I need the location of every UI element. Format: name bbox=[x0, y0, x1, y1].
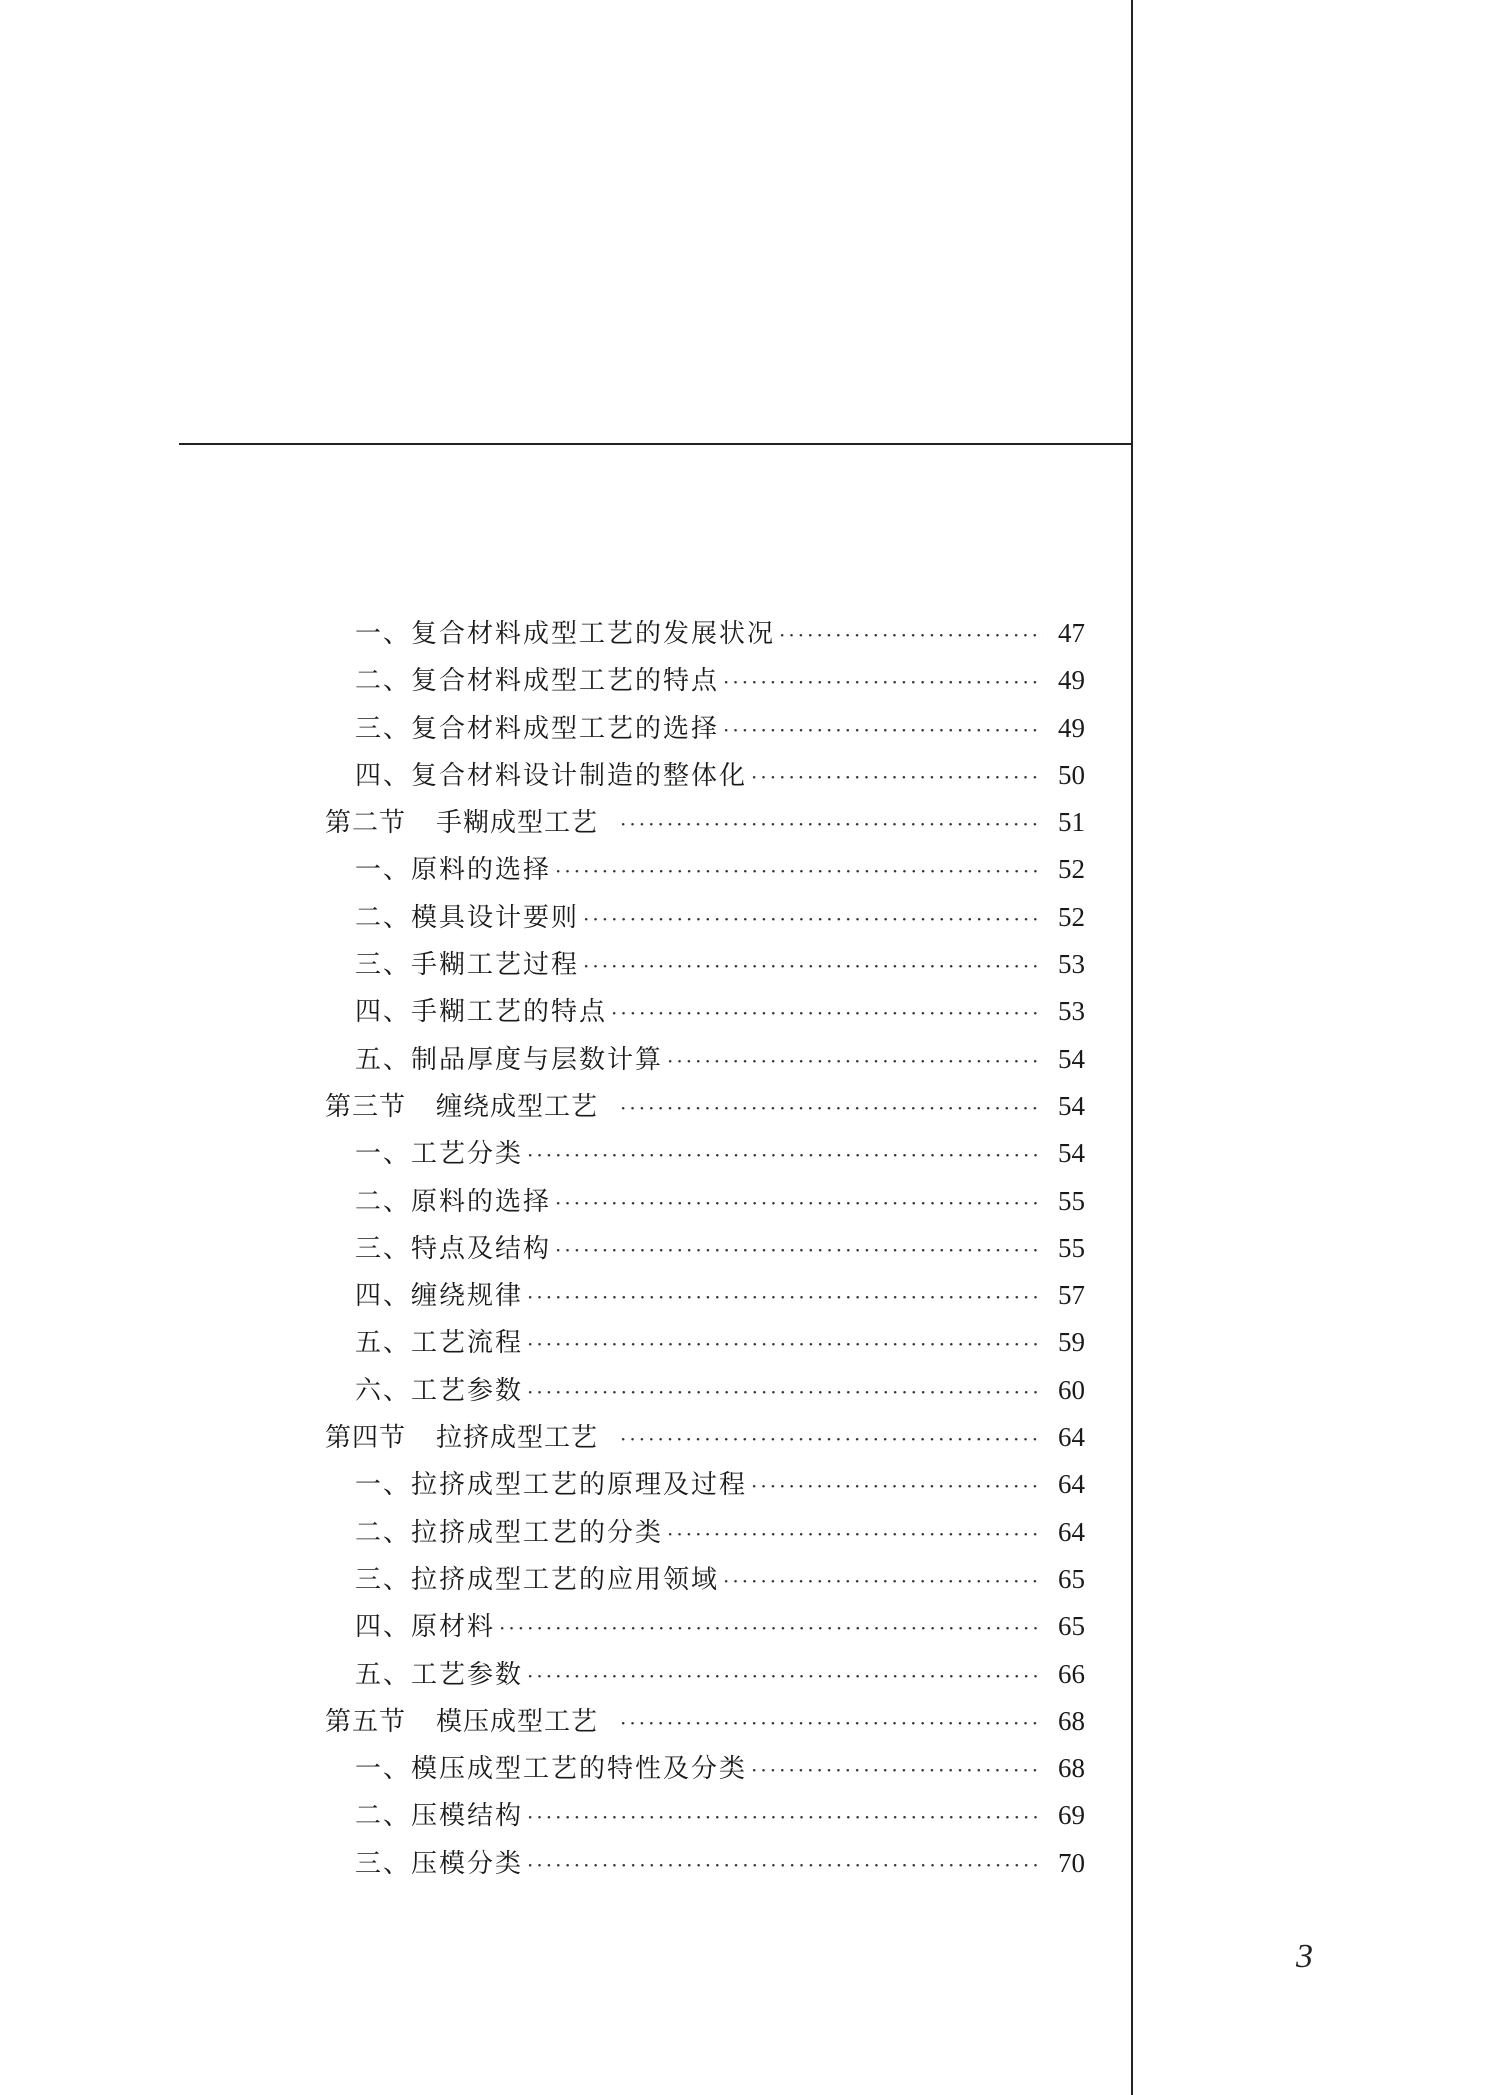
dot-leader bbox=[616, 1700, 1043, 1747]
table-of-contents bbox=[325, 610, 1085, 1887]
toc-page-number: 68 bbox=[1058, 1705, 1085, 1736]
dot-leader bbox=[747, 754, 1043, 801]
toc-item-label: 一、模压成型工艺的特性及分类 bbox=[355, 1754, 748, 1785]
toc-section-entry bbox=[325, 1414, 1085, 1461]
toc-item-label: 二、拉挤成型工艺的分类 bbox=[355, 1517, 664, 1548]
toc-section-number: 第五节 bbox=[325, 1706, 407, 1737]
toc-item-entry bbox=[325, 657, 1085, 704]
toc-page-number: 54 bbox=[1058, 1043, 1085, 1074]
toc-section-title: 拉挤成型工艺 bbox=[436, 1423, 599, 1454]
toc-item-entry bbox=[325, 1130, 1085, 1177]
toc-item-entry bbox=[325, 1319, 1085, 1366]
toc-section-title: 缠绕成型工艺 bbox=[436, 1091, 599, 1122]
dot-leader bbox=[523, 1369, 1043, 1416]
toc-page-number: 55 bbox=[1058, 1232, 1085, 1263]
toc-page-number: 68 bbox=[1058, 1753, 1085, 1784]
toc-item-label: 二、原料的选择 bbox=[355, 1186, 552, 1217]
dot-leader bbox=[495, 1605, 1043, 1652]
dot-leader bbox=[523, 1794, 1043, 1841]
toc-item-entry bbox=[325, 1509, 1085, 1556]
toc-page-number: 65 bbox=[1058, 1563, 1085, 1594]
toc-item-label: 六、工艺参数 bbox=[355, 1375, 524, 1406]
dot-leader bbox=[719, 659, 1043, 706]
dot-leader bbox=[663, 1511, 1043, 1558]
dot-leader bbox=[551, 1227, 1043, 1274]
toc-item-entry bbox=[325, 705, 1085, 752]
toc-section-entry bbox=[325, 799, 1085, 846]
toc-section-entry bbox=[325, 1698, 1085, 1745]
toc-item-entry bbox=[325, 1651, 1085, 1698]
toc-item-entry bbox=[325, 988, 1085, 1035]
dot-leader bbox=[607, 990, 1043, 1037]
dot-leader bbox=[616, 801, 1043, 848]
toc-page-number: 53 bbox=[1058, 996, 1085, 1027]
toc-page-number: 59 bbox=[1058, 1327, 1085, 1358]
toc-item-entry bbox=[325, 610, 1085, 657]
toc-page-number: 51 bbox=[1058, 807, 1085, 838]
toc-item-label: 四、手糊工艺的特点 bbox=[355, 997, 608, 1028]
dot-leader bbox=[523, 1321, 1043, 1368]
dot-leader bbox=[719, 1558, 1043, 1605]
dot-leader bbox=[551, 848, 1043, 895]
toc-item-label: 一、原料的选择 bbox=[355, 855, 552, 886]
toc-item-entry bbox=[325, 1178, 1085, 1225]
dot-leader bbox=[747, 1747, 1043, 1794]
toc-item-label: 四、原材料 bbox=[355, 1612, 496, 1643]
toc-item-label: 五、工艺参数 bbox=[355, 1659, 524, 1690]
toc-page-number: 66 bbox=[1058, 1658, 1085, 1689]
dot-leader bbox=[523, 1842, 1043, 1889]
toc-page-number: 54 bbox=[1058, 1090, 1085, 1121]
toc-item-entry bbox=[325, 752, 1085, 799]
toc-item-label: 三、复合材料成型工艺的选择 bbox=[355, 713, 720, 744]
toc-item-entry bbox=[325, 1036, 1085, 1083]
toc-page-number: 53 bbox=[1058, 949, 1085, 980]
dot-leader bbox=[747, 1463, 1043, 1510]
dot-leader bbox=[775, 612, 1043, 659]
toc-item-entry bbox=[325, 1272, 1085, 1319]
dot-leader bbox=[719, 707, 1043, 754]
toc-page-number: 64 bbox=[1058, 1516, 1085, 1547]
toc-item-label: 二、复合材料成型工艺的特点 bbox=[355, 666, 720, 697]
dot-leader bbox=[579, 896, 1043, 943]
toc-item-entry bbox=[325, 1367, 1085, 1414]
toc-item-label: 二、压模结构 bbox=[355, 1801, 524, 1832]
toc-page-number: 54 bbox=[1058, 1138, 1085, 1169]
toc-item-label: 三、特点及结构 bbox=[355, 1233, 552, 1264]
dot-leader bbox=[663, 1038, 1043, 1085]
dot-leader bbox=[523, 1274, 1043, 1321]
toc-page-number: 49 bbox=[1058, 712, 1085, 743]
horizontal-rule bbox=[179, 443, 1133, 445]
toc-page-number: 52 bbox=[1058, 901, 1085, 932]
dot-leader bbox=[551, 1180, 1043, 1227]
toc-item-label: 三、压模分类 bbox=[355, 1848, 524, 1879]
toc-item-entry bbox=[325, 1792, 1085, 1839]
toc-item-label: 三、手糊工艺过程 bbox=[355, 950, 580, 981]
toc-section-title: 模压成型工艺 bbox=[436, 1706, 599, 1737]
toc-section-number: 第三节 bbox=[325, 1091, 407, 1122]
toc-page-number: 64 bbox=[1058, 1422, 1085, 1453]
toc-item-label: 一、工艺分类 bbox=[355, 1139, 524, 1170]
toc-item-entry bbox=[325, 1461, 1085, 1508]
toc-page-number: 69 bbox=[1058, 1800, 1085, 1831]
toc-item-entry bbox=[325, 941, 1085, 988]
page-number: 3 bbox=[1296, 1938, 1313, 1975]
toc-page-number: 50 bbox=[1058, 759, 1085, 790]
toc-item-label: 一、复合材料成型工艺的发展状况 bbox=[355, 619, 776, 649]
toc-item-entry bbox=[325, 1556, 1085, 1603]
toc-item-label: 四、复合材料设计制造的整体化 bbox=[355, 760, 748, 791]
toc-section-entry bbox=[325, 1083, 1085, 1130]
toc-page-number: 64 bbox=[1058, 1469, 1085, 1500]
toc-page-number: 60 bbox=[1058, 1374, 1085, 1405]
dot-leader bbox=[523, 1132, 1043, 1179]
toc-section-number: 第二节 bbox=[325, 808, 407, 839]
toc-item-entry bbox=[325, 1745, 1085, 1792]
toc-page-number: 52 bbox=[1058, 854, 1085, 885]
toc-page-number: 65 bbox=[1058, 1611, 1085, 1642]
toc-item-label: 一、拉挤成型工艺的原理及过程 bbox=[355, 1470, 748, 1501]
toc-page-number: 55 bbox=[1058, 1185, 1085, 1216]
toc-item-entry bbox=[325, 846, 1085, 893]
toc-item-label: 五、工艺流程 bbox=[355, 1328, 524, 1359]
toc-page-number: 47 bbox=[1058, 618, 1085, 648]
dot-leader bbox=[616, 1085, 1043, 1132]
toc-item-entry bbox=[325, 1840, 1085, 1887]
toc-item-entry bbox=[325, 1225, 1085, 1272]
toc-item-label: 二、模具设计要则 bbox=[355, 902, 580, 933]
toc-item-entry bbox=[325, 894, 1085, 941]
toc-page-number: 49 bbox=[1058, 665, 1085, 696]
toc-item-entry bbox=[325, 1603, 1085, 1650]
toc-item-label: 三、拉挤成型工艺的应用领域 bbox=[355, 1564, 720, 1595]
dot-leader bbox=[523, 1653, 1043, 1700]
toc-item-label: 五、制品厚度与层数计算 bbox=[355, 1044, 664, 1075]
toc-page-number: 70 bbox=[1058, 1847, 1085, 1878]
toc-page-number: 57 bbox=[1058, 1280, 1085, 1311]
dot-leader bbox=[579, 943, 1043, 990]
toc-item-label: 四、缠绕规律 bbox=[355, 1281, 524, 1312]
vertical-rule bbox=[1131, 0, 1133, 2095]
toc-section-number: 第四节 bbox=[325, 1423, 407, 1454]
toc-section-title: 手糊成型工艺 bbox=[436, 808, 599, 839]
dot-leader bbox=[616, 1416, 1043, 1463]
